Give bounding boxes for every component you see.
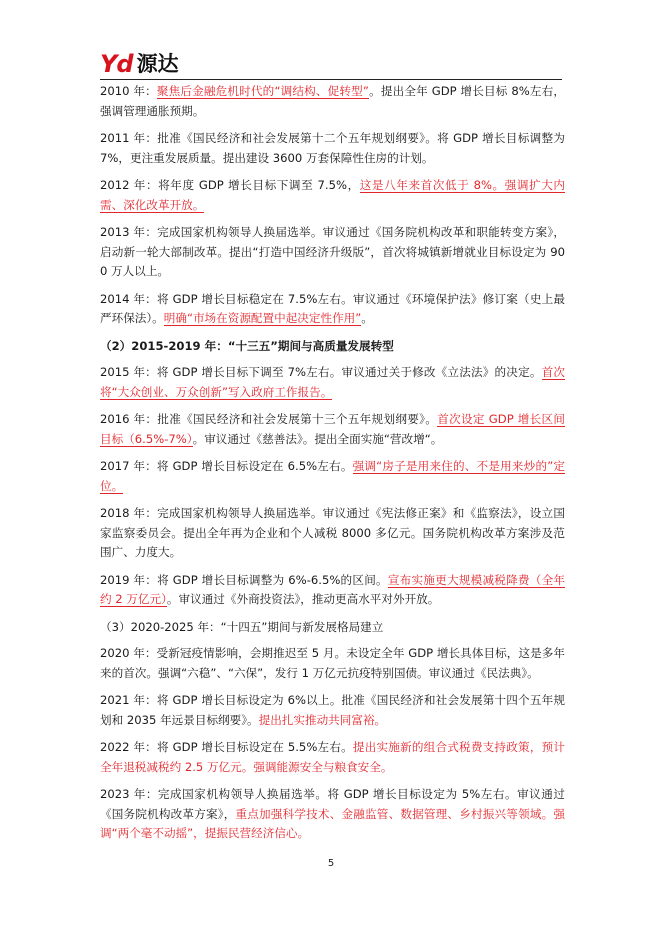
paragraph-2013: 2013 年：完成国家机构领导人换届选举。审议通过《国务院机构改革和职能转变方案》，启动新一轮大部制改革。提出“打造中国经济升级版”，首次将城镇新增就业目标设定为 900 万人以上。 xyxy=(100,225,565,278)
paragraph-2023: 2023 年：完成国家机构领导人换届选举。将 GDP 增长目标设定为 5%左右。审议通过《国务院机构改革方案》，重点加强科学技术、金融监管、数据管理、乡村振兴等领域。强调“两个毫不动摇”，提振民营经济信心。 xyxy=(100,787,565,840)
paragraph-2015: 2015 年：将 GDP 增长目标下调至 7%左右。审议通过关于修改《立法法》的决定。首次将“大众创业、万众创新”写入政府工作报告。 xyxy=(100,365,565,399)
section-heading-2020-2025: （3）2020-2025 年：“十四五”期间与新发展格局建立 xyxy=(100,619,384,634)
logo-name: 源达 xyxy=(136,52,179,76)
paragraph-2019: 2019 年：将 GDP 增长目标调整为 6%-6.5%的区间。宣布实施更大规模减税降费（全年约 2 万亿元）。审议通过《外商投资法》，推动更高水平对外开放。 xyxy=(100,572,565,606)
highlight: 明确“市场在资源配置中起决定性作用” xyxy=(163,311,362,325)
page-number: 5 xyxy=(327,858,335,869)
highlight: 首次将“大众创业、万众创新”写入政府工作报告。 xyxy=(100,365,565,399)
highlight: 提出实施新的组合式税费支持政策，预计全年退税减税约 2.5 万亿元。强调能源安全与粮食安全。 xyxy=(100,740,565,774)
highlight: 强调“房子是用来住的、不是用来炒的”定位。 xyxy=(100,459,565,493)
highlight: 首次设定 GDP 增长区间目标（6.5%-7%） xyxy=(100,412,565,446)
paragraph-2018: 2018 年：完成国家机构领导人换届选举。审议通过《宪法修正案》和《监察法》，设立国家监察委员会。提出全年再为企业和个人减税 8000 多亿元。国务院机构改革方案涉及范围广、力度大。 xyxy=(100,506,565,559)
highlight: 这是八年来首次低于 8%。强调扩大内需、深化改革开放。 xyxy=(100,178,565,212)
document-body xyxy=(100,82,565,852)
paragraph-2017: 2017 年：将 GDP 增长目标设定在 6.5%左右。强调“房子是用来住的、不是用来炒的”定位。 xyxy=(100,459,565,493)
paragraph-2014: 2014 年：将 GDP 增长目标稳定在 7.5%左右。审议通过《环境保护法》修订案（史上最严环保法）。明确“市场在资源配置中起决定性作用”。 xyxy=(100,291,565,325)
paragraph-2016: 2016 年：批准《国民经济和社会发展第十三个五年规划纲要》。首次设定 GDP 增长区间目标（6.5%-7%）。审议通过《慈善法》。提出全面实施“营改增“。 xyxy=(100,412,565,446)
paragraph-2012: 2012 年：将年度 GDP 增长目标下调至 7.5%，这是八年来首次低于 8%。强调扩大内需、深化改革开放。 xyxy=(100,178,565,212)
header-divider xyxy=(100,79,562,80)
logo-mark: Yd xyxy=(100,50,133,78)
section-heading-2015-2019: （2）2015-2019 年：“十三五”期间与高质量发展转型 xyxy=(100,338,394,353)
highlight: 重点加强科学技术、金融监管、数据管理、乡村振兴等领域。强调“两个毫不动摇”，提振民营经济信心。 xyxy=(100,806,565,840)
paragraph-2010: 2010 年：聚焦后金融危机时代的“调结构、促转型”。提出全年 GDP 增长目标 8%左右，强调管理通胀预期。 xyxy=(100,84,566,118)
highlight: 宣布实施更大规模减税降费（全年约 2 万亿元） xyxy=(100,572,565,606)
paragraph-2022: 2022 年：将 GDP 增长目标设定在 5.5%左右。提出实施新的组合式税费支持政策，预计全年退税减税约 2.5 万亿元。强调能源安全与粮食安全。 xyxy=(100,740,565,774)
paragraph-2020: 2020 年：受新冠疫情影响，会期推迟至 5 月。未设定全年 GDP 增长具体目标，这是多年来的首次。强调“六稳”、“六保”，发行 1 万亿元抗疫特别国债。审议通过《民法典》。 xyxy=(100,646,565,680)
highlight: 聚焦后金融危机时代的“调结构、促转型” xyxy=(156,84,369,98)
paragraph-2021: 2021 年：将 GDP 增长目标设定为 6%以上。批准《国民经济和社会发展第十四个五年规划和 2035 年远景目标纲要》。提出扎实推动共同富裕。 xyxy=(100,693,565,727)
highlight: 提出扎实推动共同富裕。 xyxy=(258,712,387,727)
brand-logo xyxy=(100,50,179,78)
paragraph-2011: 2011 年：批准《国民经济和社会发展第十二个五年规划纲要》。将 GDP 增长目标调整为 7%，更注重发展质量。提出建设 3600 万套保障性住房的计划。 xyxy=(100,131,565,165)
